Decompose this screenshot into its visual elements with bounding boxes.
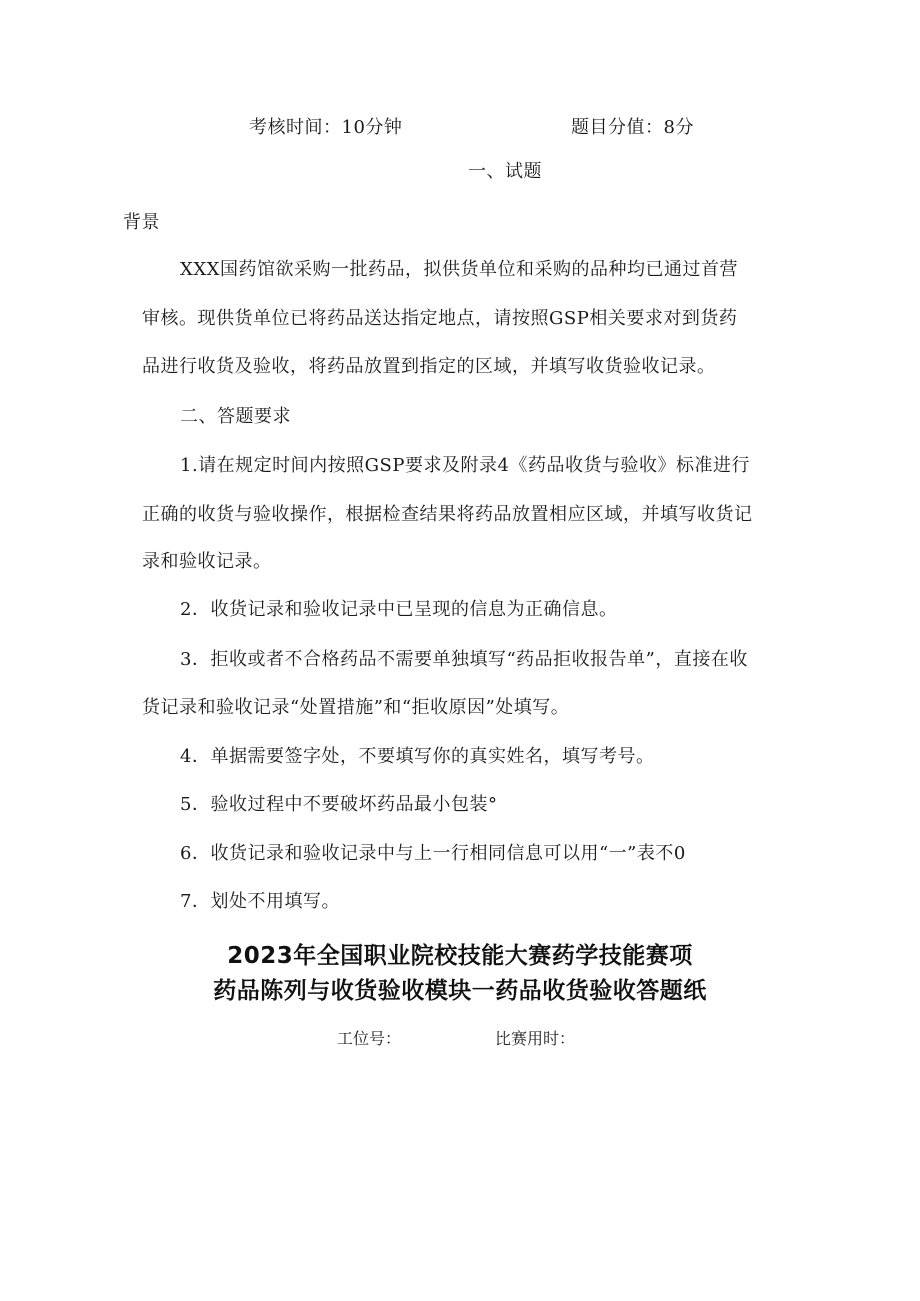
requirement-5: 5．验收过程中不要破坏药品最小包装° <box>180 794 498 815</box>
background-paragraph-line: XXX国药馆欲采购一批药品，拟供货单位和采购的品种均已通过首营 <box>180 259 738 280</box>
requirement-7: 7．划处不用填写。 <box>180 891 340 912</box>
requirement-1-line: 正确的收货与验收操作，根据检查结果将药品放置相应区域，并填写收货记 <box>142 504 753 525</box>
background-paragraph-line: 审核。现供货单位已将药品送达指定地点，请按照GSP相关要求对到货药 <box>142 308 738 329</box>
exam-time: 考核时间：10分钟 <box>249 117 403 138</box>
requirement-2: 2．收货记录和验收记录中已呈现的信息为正确信息。 <box>180 599 618 620</box>
answer-sheet-subtitle: 药品陈列与收货验收模块一药品收货验收答题纸 <box>213 978 707 1004</box>
requirement-4: 4．单据需要签字处，不要填写你的真实姓名，填写考号。 <box>180 746 655 767</box>
requirement-1-line: 录和验收记录。 <box>142 551 272 572</box>
requirement-3-line: 3．拒收或者不合格药品不需要单独填写“药品拒收报告单”，直接在收 <box>180 649 748 670</box>
section-title-questions: 一、试题 <box>468 161 542 182</box>
requirement-3-line: 货记录和验收记录“处置措施”和“拒收原因”处填写。 <box>142 697 570 718</box>
time-used-label: 比赛用时： <box>495 1029 576 1048</box>
station-number-label: 工位号： <box>337 1029 402 1048</box>
requirement-1-line: 1.请在规定时间内按照GSP要求及附录4《药品收货与验收》标准进行 <box>180 455 750 476</box>
question-score: 题目分值：8分 <box>571 117 694 138</box>
requirement-6: 6．收货记录和验收记录中与上一行相同信息可以用“一”表不0 <box>180 843 686 864</box>
background-paragraph-line: 品进行收货及验收，将药品放置到指定的区域，并填写收货验收记录。 <box>142 356 716 377</box>
answer-sheet-title: 2023年全国职业院校技能大赛药学技能赛项 <box>227 943 693 969</box>
background-label: 背景 <box>123 212 160 233</box>
section-title-requirements: 二、答题要求 <box>180 406 291 427</box>
